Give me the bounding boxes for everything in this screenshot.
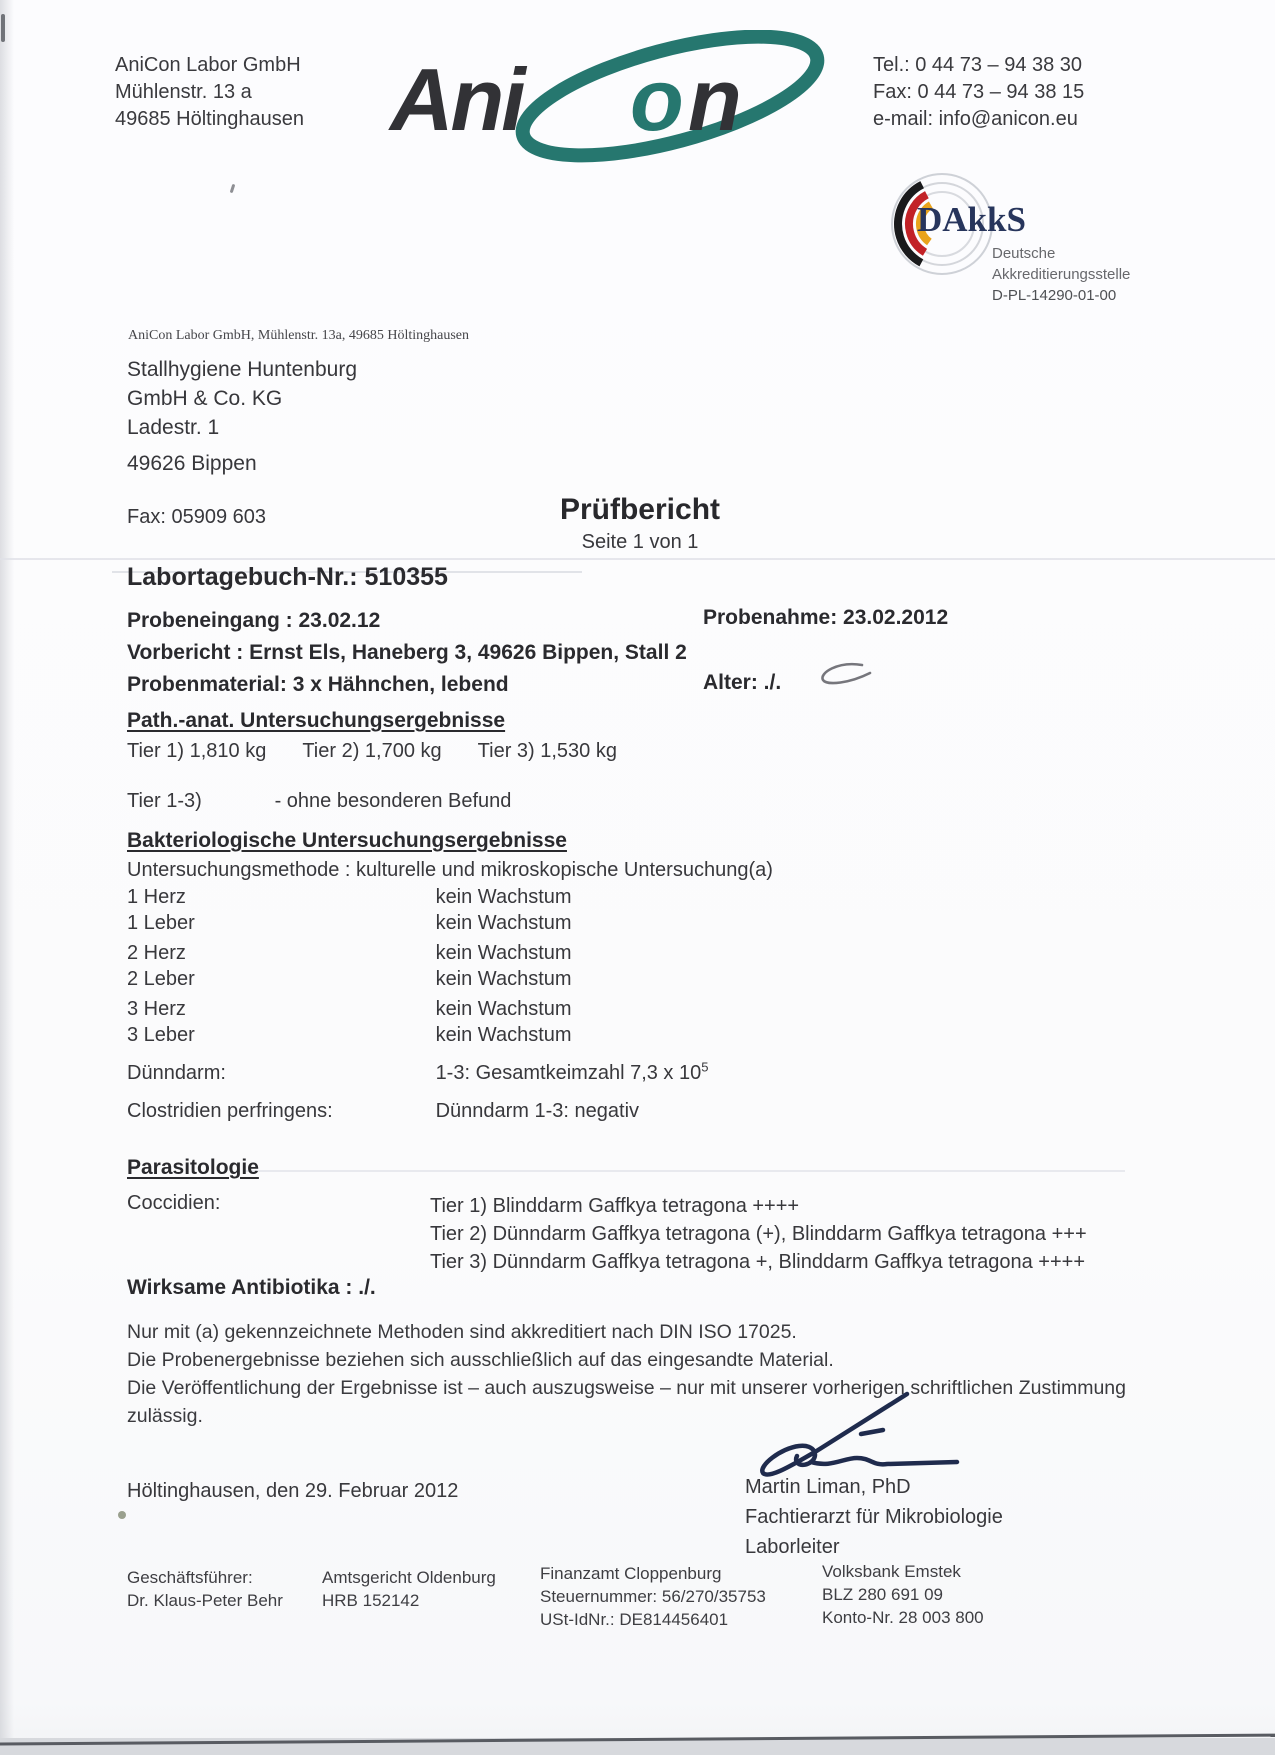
signer-name: Martin Liman, PhD [745,1476,911,1498]
bacteriology-row-2 [127,912,572,935]
organ-label: 2 Leber [127,968,195,990]
sample-age: Alter: ./. [703,671,782,694]
footer-line: Volksbank Emstek [822,1562,961,1581]
dakks-line-1: Deutsche [992,245,1056,262]
coccidien-result-3: Tier 3) Dünndarm Gaffkya tetragona +, Blinddarm Gaffkya tetragona ++++ [430,1251,1085,1273]
footer-line: Amtsgericht Oldenburg [322,1568,496,1587]
footer-col-tax [540,1562,766,1631]
dakks-line-3: D-PL-14290-01-00 [992,287,1117,304]
lab-journal-number: Labortagebuch-Nr.: 510355 [127,563,448,591]
organ-label: 1 Leber [127,912,195,934]
scan-speck [230,184,236,193]
clostridien-label: Clostridien perfringens: [127,1100,333,1122]
window-sender-line: AniCon Labor GmbH, Mühlenstr. 13a, 49685 Höltinghausen [128,328,470,343]
weight-tier-3: Tier 3) 1,530 kg [477,740,617,762]
duenndarm-label: Dünndarm: [127,1062,226,1084]
bacteriology-heading: Bakteriologische Untersuchungsergebnisse [127,829,567,852]
scan-fold-line-3 [245,1170,1125,1172]
footer-line: HRB 152142 [322,1591,420,1610]
recipient-block [127,355,357,442]
signer-title-2: Laborleiter [745,1536,840,1558]
anicon-logo-graphic [388,30,838,165]
coccidien-row [127,1192,1087,1276]
sender-line-3: 49685 Höltinghausen [115,108,305,130]
parasitology-heading: Parasitologie [127,1156,259,1179]
sample-received: Probeneingang : 23.02.12 [127,609,381,632]
footer-col-court [322,1566,496,1612]
footer-col-management [127,1566,283,1612]
scan-fold-line [0,558,1275,560]
footer-line: Steuernummer: 56/270/35753 [540,1587,766,1606]
weight-tier-2: Tier 2) 1,700 kg [302,740,442,762]
report-title-block [480,493,800,554]
recipient-name-2: GmbH & Co. KG [127,387,283,410]
contact-fax: Fax: 0 44 73 – 94 38 15 [873,81,1085,103]
coccidien-label: Coccidien: [127,1192,221,1214]
scan-top-left-mark [1,14,5,42]
sender-line-2: Mühlenstr. 13 a [115,81,252,103]
recipient-city: 49626 Bippen [127,452,257,475]
duenndarm-value: 1-3: Gesamtkeimzahl 7,3 x $10^5$ [435,1059,709,1084]
footer-line: Finanzamt Cloppenburg [540,1564,722,1583]
path-anat-finding-row [127,790,511,813]
dakks-sublines [992,243,1130,306]
footer-line: USt-IdNr.: DE814456401 [540,1610,729,1629]
contact-block [873,52,1084,133]
organ-label: 2 Herz [127,942,186,964]
handwritten-checkmark [816,660,876,692]
contact-tel: Tel.: 0 44 73 – 94 38 30 [873,54,1083,76]
sender-line-1: AniCon Labor GmbH [115,54,301,76]
antibiotics-line: Wirksame Antibiotika : ./. [127,1276,376,1299]
disclaimer-line-3: Die Veröffentlichung der Ergebnisse ist – auch auszugsweise – nur mit unserer vorherigen schriftlichen Zustimmung [127,1377,1126,1399]
organ-result: kein Wachstum [435,886,572,908]
dakks-line-2: Akkreditierungsstelle [992,266,1131,283]
footer-line: Dr. Klaus-Peter Behr [127,1591,283,1610]
duenndarm-row [127,1059,709,1085]
organ-label: 1 Herz [127,886,186,908]
organ-label: 3 Herz [127,998,186,1020]
sample-material: Probenmaterial: 3 x Hähnchen, lebend [127,673,509,696]
exponent: 5 [701,1059,709,1075]
dakks-wordmark: DAkkS [917,200,1026,239]
report-title: Prüfbericht [559,493,721,526]
footer-line: Konto-Nr. 28 003 800 [822,1608,984,1627]
sender-address-block [115,52,304,133]
coccidien-result-1: Tier 1) Blinddarm Gaffkya tetragona ++++ [430,1195,800,1217]
footer-line: Geschäftsführer: [127,1568,253,1587]
finding-value: - ohne besonderen Befund [274,790,512,812]
recipient-fax-line: Fax: 05909 603 [127,506,266,528]
recipient-street: Ladestr. 1 [127,416,220,439]
organ-result: kein Wachstum [435,942,572,964]
date-line: Höltinghausen, den 29. Februar 2012 [127,1480,459,1502]
organ-label: 3 Leber [127,1024,195,1046]
bacteriology-row-1 [127,886,572,909]
dakks-logo [880,166,1170,311]
coccidien-result-2: Tier 2) Dünndarm Gaffkya tetragona (+), Blinddarm Gaffkya tetragona +++ [430,1223,1087,1245]
animal-weights [127,740,617,763]
footer-line: BLZ 280 691 09 [822,1585,943,1604]
bacteriology-row-3 [127,942,572,965]
recipient-name-1: Stallhygiene Huntenburg [127,358,357,381]
weight-tier-1: Tier 1) 1,810 kg [127,740,267,762]
coccidien-results [430,1192,1087,1276]
disclaimer-block [127,1318,1126,1430]
case-history: Vorbericht : Ernst Els, Haneberg 3, 49626 Bippen, Stall 2 [127,641,687,664]
clostridien-row [127,1100,639,1123]
finding-label: Tier 1-3) [127,790,202,812]
organ-result: kein Wachstum [435,998,572,1020]
scan-left-edge-shadow [0,0,14,1755]
bacteriology-row-5 [127,998,572,1021]
report-page-info: Seite 1 von 1 [581,531,699,553]
path-anat-heading: Path.-anat. Untersuchungsergebnisse [127,709,506,732]
logo-text-o: o [630,50,684,149]
bacteriology-row-4 [127,968,572,991]
signer-title-1: Fachtierarzt für Mikrobiologie [745,1506,1003,1528]
organ-result: kein Wachstum [435,968,572,990]
sample-taken: Probenahme: 23.02.2012 [703,606,949,629]
logo-text-n: n [688,50,742,149]
footer-col-bank [822,1560,984,1629]
scan-dot [118,1511,126,1519]
contact-email: e-mail: info@anicon.eu [873,108,1078,130]
disclaimer-line-2: Die Probenergebnisse beziehen sich ausschließlich auf das eingesandte Material. [127,1349,834,1371]
anicon-logo [388,30,838,165]
bacteriology-method: Untersuchungsmethode : kulturelle und mikroskopische Untersuchung(a) [127,859,773,881]
clostridien-value: Dünndarm 1-3: negativ [435,1100,640,1122]
organ-result: kein Wachstum [435,912,572,934]
organ-result: kein Wachstum [435,1024,572,1046]
signer-block [745,1472,1003,1562]
logo-text-ani: Ani [390,50,523,149]
disclaimer-line-1: Nur mit (a) gekennzeichnete Methoden sind akkreditiert nach DIN ISO 17025. [127,1321,797,1343]
bacteriology-row-6 [127,1024,572,1047]
disclaimer-line-4: zulässig. [127,1405,203,1427]
